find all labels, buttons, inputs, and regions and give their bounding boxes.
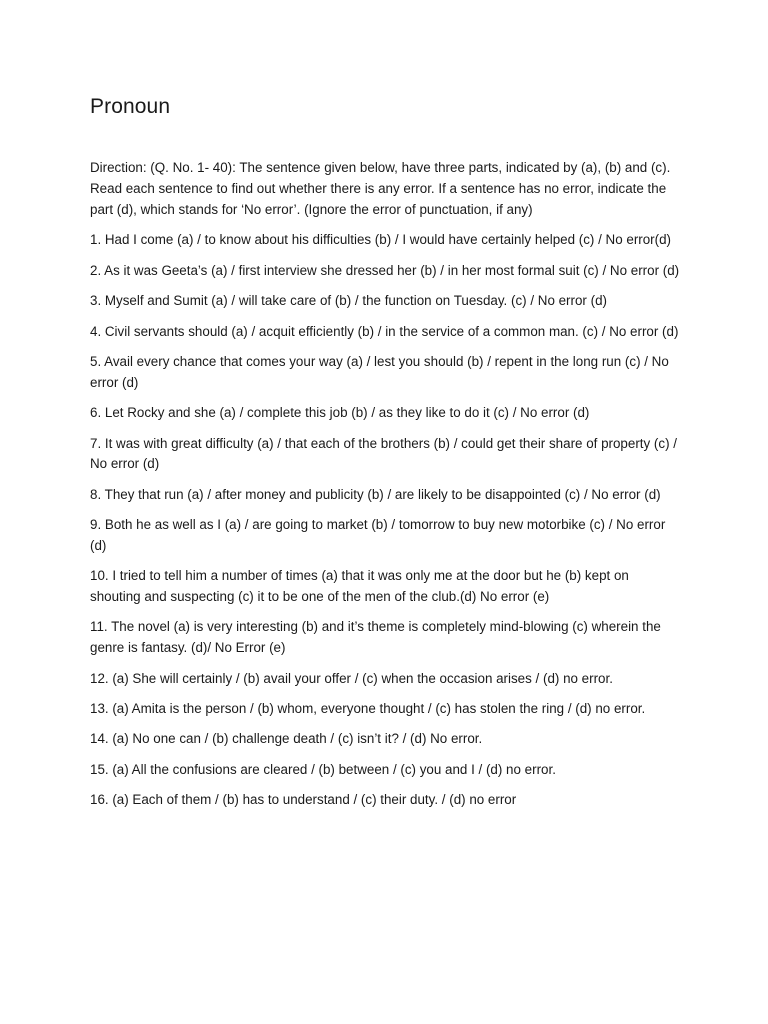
direction-paragraph: Direction: (Q. No. 1- 40): The sentence given below, have three parts, indicated by (a), (b) and (c). Read each sentence to find out whether there is any error. If a sentence has no error, indicate the part (d), which stands for ‘No error’. (Ignore the error of punctuation, if any) xyxy=(90,160,671,217)
question-1: 1. Had I come (a) / to know about his difficulties (b) / I would have certainly helped (c) / No error(d) xyxy=(90,232,672,248)
question-15: 15. (a) All the confusions are cleared / (b) between / (c) you and I / (d) no error. xyxy=(90,761,556,777)
question-7: 7. It was with great difficulty (a) / that each of the brothers (b) / could get their share of property (c) / No error (d) xyxy=(90,435,677,472)
question-16: 16. (a) Each of them / (b) has to understand / (c) their duty. / (d) no error xyxy=(90,792,517,808)
question-6: 6. Let Rocky and she (a) / complete this job (b) / as they like to do it (c) / No error (d) xyxy=(90,405,590,421)
question-8: 8. They that run (a) / after money and publicity (b) / are likely to be disappointed (c) / No error (d) xyxy=(90,486,661,502)
document-body xyxy=(90,92,680,821)
question-14: 14. (a) No one can / (b) challenge death / (c) isn’t it? / (d) No error. xyxy=(90,731,483,747)
question-2: 2. As it was Geeta’s (a) / first interview she dressed her (b) / in her most formal suit (c) / No error (d) xyxy=(90,262,680,278)
page-title: Pronoun xyxy=(90,95,171,118)
question-9: 9. Both he as well as I (a) / are going to market (b) / tomorrow to buy new motorbike (c) / No error (d) xyxy=(90,517,666,553)
question-3: 3. Myself and Sumit (a) / will take care of (b) / the function on Tuesday. (c) / No error (d) xyxy=(90,293,607,309)
question-13: 13. (a) Amita is the person / (b) whom, everyone thought / (c) has stolen the ring / (d) no error. xyxy=(90,701,646,717)
question-4: 4. Civil servants should (a) / acquit efficiently (b) / in the service of a common man. (c) / No error (d) xyxy=(90,323,679,339)
question-10: 10. I tried to tell him a number of times (a) that it was only me at the door but he (b) kept on shouting and suspecting (c) it to be one of the men of the club.(d) No error (e) xyxy=(90,568,629,605)
question-12: 12. (a) She will certainly / (b) avail your offer / (c) when the occasion arises / (d) no error. xyxy=(90,670,613,686)
question-5: 5. Avail every chance that comes your way (a) / lest you should (b) / repent in the long run (c) / No error (d) xyxy=(90,353,669,390)
question-11: 11. The novel (a) is very interesting (b) and it’s theme is completely mind-blowing (c) wherein the genre is fantasy. (d)/ No Error (e) xyxy=(90,619,661,656)
